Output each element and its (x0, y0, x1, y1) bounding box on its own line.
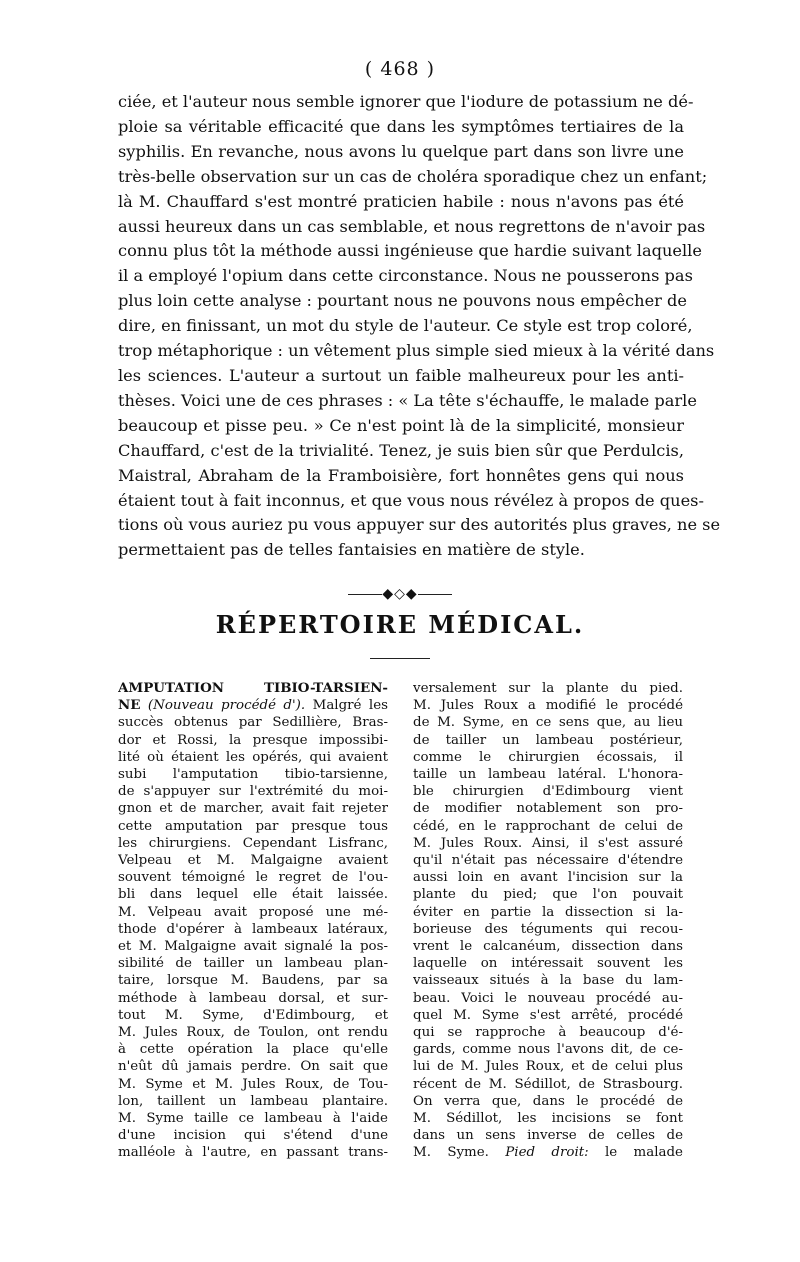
right-column-line: qui se rapproche à beaucoup d'é- (413, 1025, 683, 1041)
ornament-divider (0, 586, 800, 602)
left-column-line: bli dans lequel elle était laissée. (118, 887, 388, 903)
paragraph-line: aussi heureux dans un cas semblable, et nous regrettons de n'avoir pas (118, 216, 706, 236)
paragraph-line: syphilis. En revanche, nous avons lu quelque part dans son livre une (118, 141, 684, 161)
left-column-line: sibilité de tailler un lambeau plan- (118, 956, 388, 972)
entry-heading-cont: NE (118, 697, 141, 714)
right-column-italic: Pied droit: (505, 1145, 605, 1161)
left-column (118, 680, 388, 1162)
right-column-line: de M. Syme, en ce sens que, au lieu (413, 715, 683, 731)
paragraph-line: il a employé l'opium dans cette circonstance. Nous ne pousserons pas (118, 266, 693, 286)
right-column-text: le malade (604, 1145, 683, 1161)
entry-subheading: (Nouveau procédé d'). (147, 698, 306, 714)
right-column-line: M. Sédillot, les incisions se font (413, 1111, 683, 1127)
left-column-line: taire, lorsque M. Baudens, par sa (118, 973, 388, 989)
paragraph-line: beaucoup et pisse peu. » Ce n'est point là de la simplicité, monsieur (118, 415, 684, 435)
right-column-line: récent de M. Sédillot, de Strasbourg. (413, 1076, 683, 1092)
right-column-line: versalement sur la plante du pied. (413, 681, 683, 696)
paragraph-line: Chauffard, c'est de la trivialité. Tenez, je suis bien sûr que Perdulcis, (118, 440, 684, 460)
right-column-line: dans un sens inverse de celles de (413, 1128, 683, 1144)
paragraph-line: thèses. Voici une de ces phrases : « La tête s'échauffe, le malade parle (118, 390, 697, 410)
right-column-line: quel M. Syme s'est arrêté, procédé (413, 1007, 683, 1023)
left-column-line: gnon et de marcher, avait fait rejeter (118, 801, 388, 817)
left-column-line: tout M. Syme, d'Edimbourg, et (118, 1007, 388, 1023)
left-column-line: M. Syme taille ce lambeau à l'aide (118, 1111, 388, 1127)
left-column-line: d'une incision qui s'étend d'une (118, 1128, 388, 1144)
paragraph-line: étaient tout à fait inconnus, et que vous nous révélez à propos de ques- (118, 490, 704, 510)
left-column-line: dor et Rossi, la presque impossibi- (118, 732, 388, 748)
left-column-line: subi l'amputation tibio-tarsienne, (118, 767, 388, 783)
paragraph-line: dire, en finissant, un mot du style de l'auteur. Ce style est trop coloré, (118, 316, 693, 336)
paragraph-line: tions où vous auriez pu vous appuyer sur des autorités plus graves, ne se (118, 515, 721, 535)
left-column-line: et M. Malgaigne avait signalé la pos- (118, 939, 388, 955)
left-column-line: lité où étaient les opérés, qui avaient (118, 749, 388, 765)
paragraph-line: ploie sa véritable efficacité que dans les symptômes tertiaires de la (118, 116, 684, 136)
right-column-line: qu'il n'était pas nécessaire d'étendre (413, 853, 683, 869)
left-column-line: succès obtenus par Sedillière, Bras- (118, 715, 388, 731)
entry-first-line-rest: Malgré les (312, 698, 388, 714)
right-column-text: M. Syme. (413, 1145, 506, 1161)
left-column-line: M. Velpeau avait proposé une mé- (118, 904, 388, 920)
left-column-line: les chirurgiens. Cependant Lisfranc, (118, 835, 388, 851)
right-column-line: plante du pied; que l'on pouvait (413, 887, 683, 903)
right-column-line: M. Jules Roux a modifié le procédé (413, 698, 683, 714)
left-column-line: de s'appuyer sur l'extrémité du moi- (118, 784, 388, 800)
left-column-line: Velpeau et M. Malgaigne avaient (118, 853, 388, 869)
left-column-line: souvent témoigné le regret de l'ou- (118, 870, 388, 886)
right-column-line: taille un lambeau latéral. L'honora- (413, 767, 683, 783)
right-column-line: borieuse des téguments qui recou- (413, 921, 683, 937)
right-column-line (413, 1144, 683, 1161)
right-column-line: éviter en partie la dissection si la- (413, 904, 683, 920)
right-column-line: lui de M. Jules Roux, et de celui plus (413, 1059, 683, 1075)
paragraph-line: connu plus tôt la méthode aussi ingénieuse que hardie suivant laquelle (118, 241, 702, 261)
left-column-line: cette amputation par presque tous (118, 818, 388, 834)
section-title: RÉPERTOIRE MÉDICAL. (215, 610, 585, 639)
right-column (413, 680, 683, 1162)
right-column-line: vaisseaux situés à la base du lam- (413, 973, 683, 989)
right-column-line: On verra que, dans le procédé de (413, 1093, 683, 1109)
left-column-line: n'eût dû jamais perdre. On sait que (118, 1059, 388, 1075)
paragraph-line: trop métaphorique : un vêtement plus simple sied mieux à la vérité dans (118, 341, 715, 361)
right-column-line: vrent le calcanéum, dissection dans (413, 939, 683, 955)
right-column-line: ble chirurgien d'Edimbourg vient (413, 784, 683, 800)
left-column-line: malléole à l'autre, en passant trans- (118, 1145, 388, 1161)
paragraph-line: très-belle observation sur un cas de choléra sporadique chez un enfant; (118, 166, 708, 186)
left-column-line: lon, taillent un lambeau plantaire. (118, 1093, 388, 1109)
ornament-glyph: ◆◇◆ (382, 586, 418, 602)
right-column-line: cédé, en le rapprochant de celui de (413, 818, 683, 834)
top-paragraph (118, 90, 721, 563)
paragraph-line: les sciences. L'auteur a surtout un faible malheureux pour les anti- (118, 365, 684, 385)
paragraph-line: là M. Chauffard s'est montré praticien habile : nous n'avons pas été (118, 191, 684, 211)
right-column-line: de tailler un lambeau postérieur, (413, 732, 683, 748)
paragraph-line: permettaient pas de telles fantaisies en matière de style. (118, 540, 585, 560)
right-column-line: gards, comme nous l'avons dit, de ce- (413, 1042, 683, 1058)
page-number: ( 468 ) (364, 58, 436, 80)
right-column-line: M. Jules Roux. Ainsi, il s'est assuré (413, 835, 683, 851)
left-column-line: thode d'opérer à lambeaux latéraux, (118, 921, 388, 937)
right-column-line: laquelle on intéressait souvent les (413, 956, 683, 972)
paragraph-line: plus loin cette analyse : pourtant nous ne pouvons nous empêcher de (118, 291, 687, 311)
paragraph-line: Maistral, Abraham de la Framboisière, fort honnêtes gens qui nous (118, 465, 684, 485)
entry-heading: AMPUTATION TIBIO-TARSIEN- (118, 680, 388, 696)
left-column-line: M. Jules Roux, de Toulon, ont rendu (118, 1025, 388, 1041)
left-column-line: M. Syme et M. Jules Roux, de Tou- (118, 1076, 388, 1092)
right-column-line: comme le chirurgien écossais, il (413, 749, 683, 765)
right-column-line: de modifier notablement son pro- (413, 801, 683, 817)
paragraph-line: ciée, et l'auteur nous semble ignorer que l'iodure de potassium ne dé- (118, 92, 694, 111)
right-column-line: aussi loin en avant l'incision sur la (413, 870, 683, 886)
left-column-line: méthode à lambeau dorsal, et sur- (118, 990, 388, 1006)
title-rule (370, 658, 430, 659)
left-column-line: à cette opération la place qu'elle (118, 1042, 388, 1058)
right-column-line: beau. Voici le nouveau procédé au- (413, 990, 683, 1006)
